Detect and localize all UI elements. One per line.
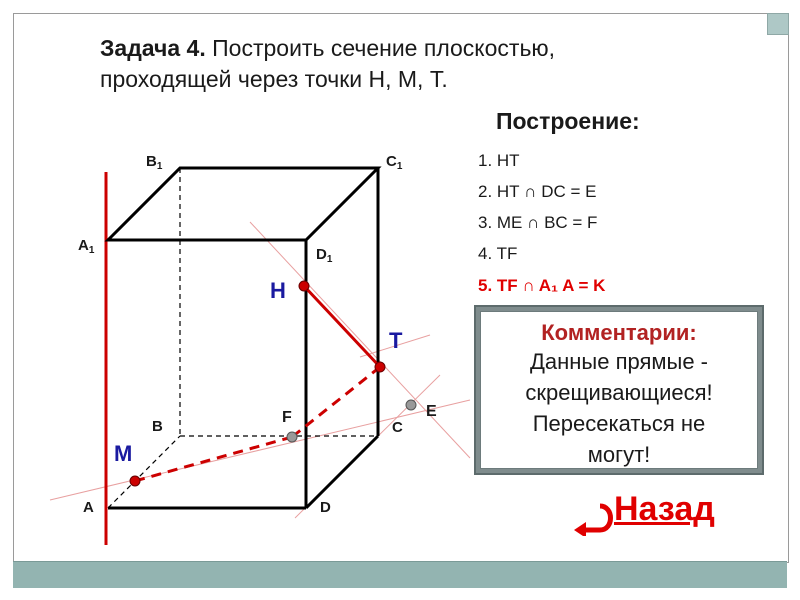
- construction-step-2: 2. НТ ∩ DC = E: [478, 182, 597, 201]
- comment-title: Комментарии:: [541, 320, 697, 345]
- task-label: Задача 4.: [100, 35, 206, 61]
- back-link[interactable]: Назад: [614, 490, 715, 528]
- point-H: [299, 281, 309, 291]
- label-M: M: [114, 441, 133, 466]
- label-A: A: [83, 499, 94, 516]
- label-E: E: [426, 403, 437, 420]
- label-D: D: [320, 499, 331, 516]
- section-HT: [304, 286, 380, 367]
- comment-line-2: скрещивающиеся!: [525, 380, 713, 405]
- section-FM: [135, 437, 292, 481]
- label-B1: $B_1$: [146, 153, 163, 172]
- top-face: [108, 168, 378, 240]
- label-B: B: [152, 418, 163, 435]
- point-F: [287, 432, 297, 442]
- point-T: [375, 362, 385, 372]
- construction-step-3: 3. ME ∩ BC = F: [478, 213, 598, 232]
- line-ME: [50, 400, 470, 500]
- point-M: [130, 476, 140, 486]
- edge-DC: [306, 436, 378, 508]
- comment-line-3: Пересекаться не: [532, 411, 706, 436]
- label-D1: $D_1$: [316, 246, 333, 265]
- task-text-line1: Построить сечение плоскостью,: [205, 35, 556, 61]
- label-A1: $A_1$: [78, 237, 95, 256]
- label-F: F: [282, 409, 292, 426]
- label-H: H: [270, 278, 286, 303]
- point-E: [406, 400, 416, 410]
- label-C: C: [392, 419, 403, 436]
- label-T: T: [389, 328, 403, 353]
- comment-line-4: могут!: [587, 442, 651, 467]
- construction-step-1: 1. НТ: [478, 151, 520, 170]
- construction-step-5: 5. TF ∩ A₁ A = K: [478, 276, 606, 295]
- construction-heading: Построение:: [496, 108, 640, 134]
- construction-step-4: 4. TF: [478, 244, 518, 263]
- label-C1: $C_1$: [386, 153, 403, 172]
- task-text-line2: проходящей через точки Н, М, Т.: [100, 66, 448, 92]
- comment-line-1: Данные прямые -: [529, 349, 709, 374]
